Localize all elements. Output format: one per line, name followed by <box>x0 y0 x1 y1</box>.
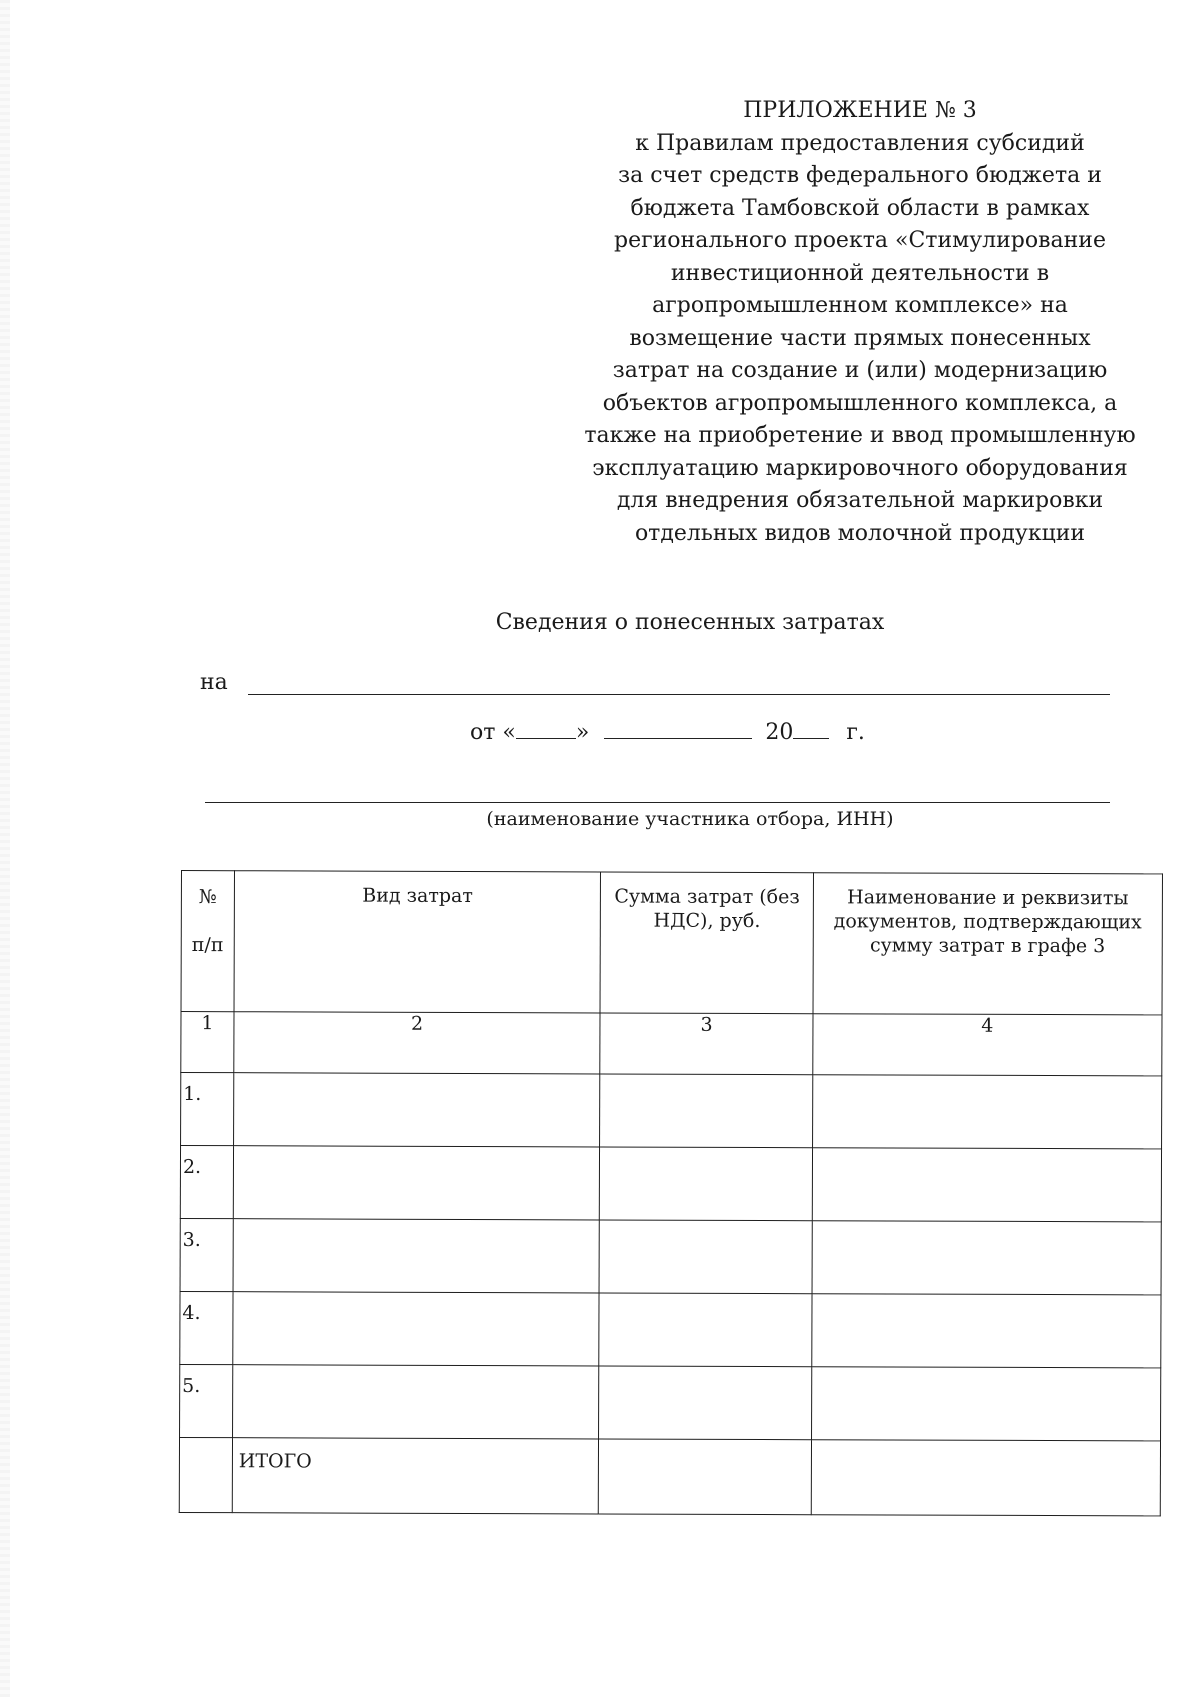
cost-type-cell[interactable] <box>233 1146 600 1220</box>
header-number <box>181 871 234 1012</box>
participant-caption: (наименование участника отбора, ИНН) <box>486 808 894 830</box>
cost-sum-cell[interactable] <box>599 1293 812 1367</box>
table-row <box>180 1364 1161 1440</box>
row-number: 2. <box>180 1146 233 1219</box>
year-suffix: г. <box>846 720 865 745</box>
row-number: 1. <box>181 1073 234 1146</box>
column-number: 4 <box>813 1014 1162 1076</box>
total-row <box>179 1437 1160 1515</box>
appendix-heading: ПРИЛОЖЕНИЕ № 3 <box>743 98 977 123</box>
documents-cell[interactable] <box>811 1367 1160 1441</box>
appendix-line: также на приобретение и ввод промышленную <box>584 423 1136 448</box>
total-number-cell <box>179 1437 232 1512</box>
costs-table <box>179 870 1163 1516</box>
cost-type-cell[interactable] <box>233 1292 600 1366</box>
documents-cell[interactable] <box>812 1294 1161 1368</box>
documents-cell[interactable] <box>812 1148 1161 1222</box>
cost-type-cell[interactable] <box>232 1365 599 1439</box>
cost-sum-cell[interactable] <box>600 1147 813 1221</box>
documents-cell[interactable] <box>812 1221 1161 1295</box>
appendix-line: возмещение части прямых понесенных <box>629 325 1091 351</box>
appendix-line: для внедрения обязательной маркировки <box>616 488 1104 513</box>
appendix-line: объектов агропромышленного комплекса, а <box>602 390 1118 416</box>
table-row <box>180 1146 1161 1222</box>
column-number: 1 <box>181 1012 234 1073</box>
column-number: 3 <box>600 1013 813 1075</box>
cost-type-cell[interactable] <box>233 1073 600 1147</box>
table-row <box>180 1291 1161 1367</box>
appendix-line: бюджета Тамбовской области в рамках <box>630 195 1090 221</box>
cost-sum-cell[interactable] <box>600 1074 813 1148</box>
appendix-header <box>575 95 1145 550</box>
appendix-line: отдельных видов молочной продукции <box>634 520 1086 546</box>
cost-type-cell[interactable] <box>233 1219 600 1293</box>
header-cost-sum: Сумма затрат (без НДС), руб. <box>600 872 813 1014</box>
documents-cell[interactable] <box>812 1075 1161 1149</box>
table-header-row <box>181 871 1162 1015</box>
appendix-line: регионального проекта «Стимулирование <box>614 228 1106 253</box>
row-number: 5. <box>180 1364 233 1437</box>
total-sum-cell[interactable] <box>599 1439 812 1515</box>
table-row <box>181 1073 1162 1149</box>
appendix-line: агропромышленном комплексе» на <box>652 293 1068 318</box>
row-number: 3. <box>180 1218 233 1291</box>
row-number: 4. <box>180 1291 233 1364</box>
header-number-symbol: № <box>198 886 217 909</box>
na-label: на <box>200 670 228 695</box>
total-label: ИТОГО <box>232 1438 599 1514</box>
header-number-sub: п/п <box>191 934 224 957</box>
date-row <box>470 716 865 745</box>
participant-blank-line[interactable] <box>205 802 1110 803</box>
form-title: Сведения о понесенных затратах <box>495 610 885 635</box>
appendix-line: инвестиционной деятельности в <box>670 260 1050 286</box>
appendix-line: эксплуатацию маркировочного оборудования <box>592 455 1128 481</box>
year-blank[interactable] <box>793 716 829 739</box>
appendix-line: к Правилам предоставления субсидий <box>635 130 1085 156</box>
na-blank-line[interactable] <box>248 694 1110 695</box>
cost-sum-cell[interactable] <box>599 1366 812 1440</box>
day-blank[interactable] <box>516 716 576 739</box>
scan-edge-artifact <box>0 0 10 1697</box>
column-number: 2 <box>234 1012 601 1074</box>
cost-sum-cell[interactable] <box>600 1220 813 1294</box>
appendix-line: затрат на создание и (или) модернизацию <box>612 358 1108 383</box>
year-prefix: 20 <box>765 720 794 745</box>
header-documents: Наименование и реквизиты документов, подтверждающих сумму затрат в графе 3 <box>813 873 1163 1015</box>
table-row <box>180 1218 1161 1294</box>
column-number-row <box>181 1012 1162 1076</box>
appendix-line: за счет средств федерального бюджета и <box>618 163 1102 188</box>
quote-close: » <box>575 720 590 745</box>
total-documents-cell[interactable] <box>811 1440 1160 1516</box>
month-blank[interactable] <box>604 716 752 739</box>
ot-label: от « <box>470 720 516 745</box>
header-cost-type: Вид затрат <box>234 871 601 1013</box>
